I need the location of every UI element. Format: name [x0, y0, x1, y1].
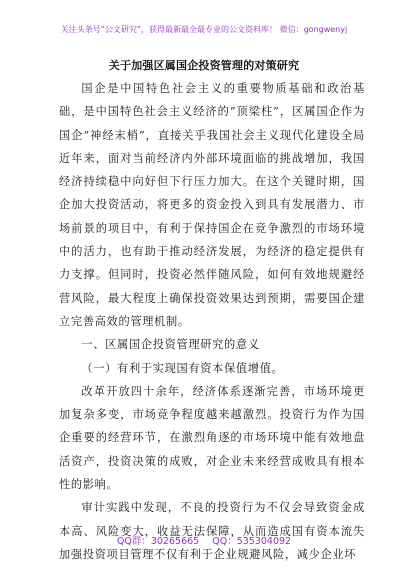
paragraph-intro: 国企是中国特色社会主义的重要物质基础和政治基础，是中国特色社会主义经济的“顶梁柱”，区属国企作为国企“神经末梢”，直接关乎我国社会主义现代化建设全局近年来，面对当前经济内外部环境面临的挑战增加，我国经济持续稳中向好但下行压力加大。在这个关键时期，国企加大投资活动，将更多的资金投入到具有发展潜力、市场前景的项目中，有利于保持国企在竞争激烈的市场环境中的活力，也有助于推动经济发展，为经济的稳定提供有力支撑。但同时，投资必然伴随风险，如何有效地规避经营风险，最大程度上确保投资效果达到预期，需要国企建立完善高效的管理机制。 [59, 82, 365, 328]
section-heading-1: 一、区属国企投资管理研究的意义 [81, 338, 260, 352]
header-notice: 关注头条号“公文研究”，获得最新最全最专业的公文资料库！ 微信：gongwenyj [60, 25, 348, 34]
document-title: 关于加强区属国企投资管理的对策研究 [108, 59, 300, 72]
footer-contact [0, 533, 408, 547]
paragraph-audit: 审计实践中发现，不良的投资行为不仅会导致资金成本高、风险变大，收益无法保障，从而造成国有资本流失加强投资项目管理不仅有利于企业规避风险，减少企业坏 [59, 501, 365, 561]
footer-qq-group: QQ群：30265665 [116, 536, 200, 547]
subsection-heading-1: （一）有利于实现国有资本保值增值。 [81, 361, 284, 375]
footer-qq: QQ：535304092 [212, 536, 292, 547]
paragraph-reform: 改革开放四十余年，经济体系逐渐完善，市场环境更加复杂多变，市场竞争程度越来越激烈。投资行为作为国企重要的经营环节，在激烈角逐的市场环境中能有效地盘活资产，投资决策的成败，对企业未来经营成败具有根本性的影响。 [59, 384, 365, 492]
document-body [59, 77, 365, 566]
